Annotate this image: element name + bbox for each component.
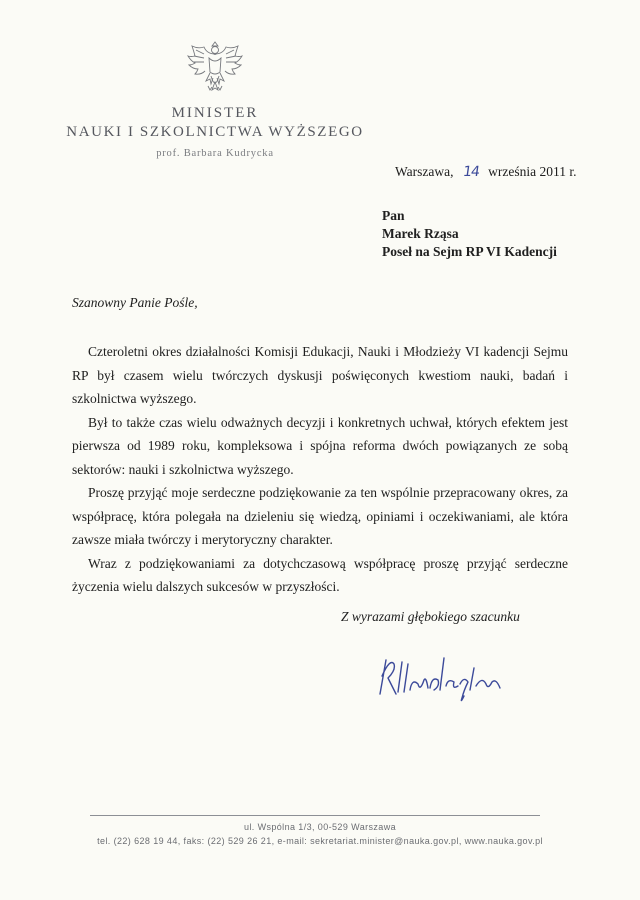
letter-date [395, 164, 576, 180]
closing-phrase: Z wyrazami głębokiego szacunku [341, 609, 520, 624]
body-paragraph: Czteroletni okres działalności Komisji Edukacji, Nauki i Młodzieży VI kadencji Sejmu RP był czasem wielu twórczych dyskusji poświęconych kwestiom nauki, badań i szkolnictwa wyższego. [72, 344, 568, 406]
body-paragraph: Był to także czas wielu odważnych decyzji i konkretnych uchwał, których efektem jest pierwsza od 1989 roku, kompleksowa i spójna reforma dwóch powiązanych ze sobą sektorów: nauki i szkolnictwa wyższego. [72, 414, 568, 477]
date-month-year: września 2011 r. [488, 164, 577, 179]
addressee-name: Marek Rząsa [382, 226, 459, 241]
date-city: Warszawa, [395, 164, 454, 179]
footer-divider [90, 815, 540, 816]
body-paragraph: Proszę przyjąć moje serdeczne podziękowanie za ten wspólnie przepracowany okres, za współpracę, która polegała na dzieleniu się wiedzą, opiniami i oczekiwaniami, ale która zawsze miała twórczy i merytoryczny charakter. [72, 485, 568, 547]
date-day-handwritten: 14 [461, 164, 480, 180]
eagle-emblem-icon [184, 36, 246, 98]
addressee-position: Poseł na Sejm RP VI Kadencji [382, 244, 557, 259]
footer-contact: tel. (22) 628 19 44, faks: (22) 529 26 21, e-mail: sekretariat.minister@nauka.gov.pl, www.nauka.gov.pl [97, 836, 543, 846]
footer-address: ul. Wspólna 1/3, 00-529 Warszawa [243, 822, 397, 832]
body-paragraph: Wraz z podziękowaniami za dotychczasową współpracę proszę przyjąć serdeczne życzenia wielu dalszych sukcesów w przyszłości. [72, 555, 568, 594]
addressee-title: Pan [382, 208, 405, 223]
salutation: Szanowny Panie Pośle, [72, 295, 198, 310]
letterhead-minister-name: prof. Barbara Kudrycka [156, 148, 274, 159]
letterhead-title: MINISTER [171, 105, 259, 121]
addressee-block [382, 207, 557, 261]
signature-icon [372, 650, 512, 704]
letterhead-department: NAUKI I SZKOLNICTWA WYŻSZEGO [66, 124, 364, 140]
letter-body [72, 340, 568, 599]
